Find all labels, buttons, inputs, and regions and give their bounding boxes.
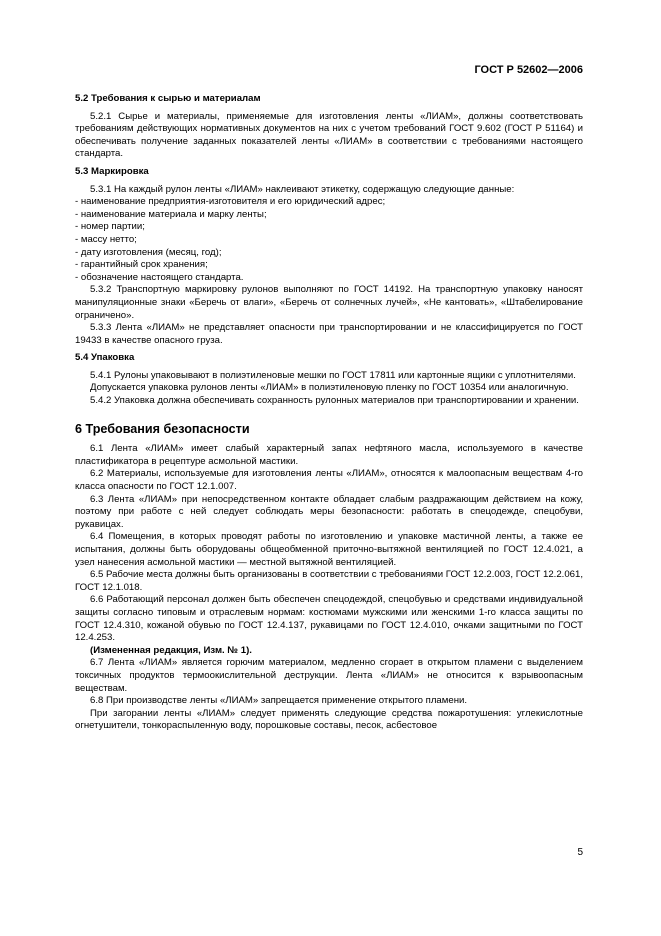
paragraph-6-7: 6.7 Лента «ЛИАМ» является горючим материалом, медленно сгорает в открытом пламени с выделением токсичных продуктов термоокислительной деструкции. Лента «ЛИАМ» не относится к взрывоопасным веществам.	[75, 657, 583, 694]
amendment-note: (Измененная редакция, Изм. № 1).	[90, 644, 252, 656]
paragraph-5-4-1: 5.4.1 Рулоны упаковывают в полиэтиленовые мешки по ГОСТ 17811 или картонные ящики с уплотнителями.	[90, 369, 576, 381]
paragraph-6-1: 6.1 Лента «ЛИАМ» имеет слабый характерный запах нефтяного масла, используемого в качестве пластификатора в рецептуре асмольной мастики.	[75, 443, 583, 467]
label-data-list	[75, 196, 583, 284]
list-item: - гарантийный срок хранения;	[75, 259, 208, 271]
document-body	[75, 93, 583, 733]
list-item: - обозначение настоящего стандарта.	[75, 271, 244, 283]
paragraph-6-4: 6.4 Помещения, в которых проводят работы по изготовлению и упаковке мастичной ленты, а также ее испытания, должны быть оборудованы общеобменной приточно-вытяжной вентиляцией по ГОСТ 12.4.021, а узел нанесения асмольной мастики — местной вытяжной вентиляцией.	[75, 531, 583, 568]
paragraph-5-3-3: 5.3.3 Лента «ЛИАМ» не представляет опасности при транспортировании и не классифицируется по ГОСТ 19433 в качестве опасного груза.	[75, 322, 583, 346]
paragraph-5-2-1: 5.2.1 Сырье и материалы, применяемые для изготовления ленты «ЛИАМ», должны соответствовать требованиям действующих нормативных документов на них с учетом требований ГОСТ 9.602 (ГОСТ Р 51164) и обеспечивать получение заданных показателей ленты «ЛИАМ» в соответствии с требованиями настоящего стандарта.	[75, 110, 583, 160]
section-5-3-title: 5.3 Маркировка	[75, 165, 149, 177]
paragraph-5-3-2: 5.3.2 Транспортную маркировку рулонов выполняют по ГОСТ 14192. На транспортную упаковку наносят манипуляционные знаки «Беречь от влаги», «Беречь от солнечных лучей», «Не кантовать», «Штабелирование ограничено».	[75, 284, 583, 321]
paragraph-6-5: 6.5 Рабочие места должны быть организованы в соответствии с требованиями ГОСТ 12.2.003, ГОСТ 12.2.061, ГОСТ 12.1.018.	[75, 569, 583, 593]
list-item: - наименование материала и марку ленты;	[75, 208, 267, 220]
paragraph-6-8-cont: При загорании ленты «ЛИАМ» следует применять следующие средства пожаротушения: углекислотные огнетушители, тонкораспыленную воду, порошковые составы, песок, асбестовое	[75, 707, 583, 732]
list-item: - номер партии;	[75, 221, 145, 233]
paragraph-6-8: 6.8 При производстве ленты «ЛИАМ» запрещается применение открытого пламени.	[90, 695, 468, 707]
section-5-4-title: 5.4 Упаковка	[75, 352, 135, 364]
section-6-title: 6 Требования безопасности	[75, 421, 250, 436]
paragraph-6-2: 6.2 Материалы, используемые для изготовления ленты «ЛИАМ», относятся к малоопасным веществам 4-го класса опасности по ГОСТ 12.1.007.	[75, 468, 583, 493]
list-item: - массу нетто;	[75, 233, 137, 245]
paragraph-5-3-1: 5.3.1 На каждый рулон ленты «ЛИАМ» наклеивают этикетку, содержащую следующие данные:	[90, 183, 515, 195]
list-item: - наименование предприятия-изготовителя и его юридический адрес;	[75, 196, 386, 208]
paragraph-5-4-2: 5.4.2 Упаковка должна обеспечивать сохранность рулонных материалов при транспортировании и хранении.	[90, 395, 579, 407]
paragraph-5-4-1-cont: Допускается упаковка рулонов ленты «ЛИАМ» в полиэтиленовую пленку по ГОСТ 10354 или аналогичную.	[90, 382, 569, 394]
paragraph-6-6: 6.6 Работающий персонал должен быть обеспечен спецодеждой, спецобувью и средствами индивидуальной защиты согласно типовым и отраслевым нормам: костюмами мужскими или женскими 1-го класса защиты по ГОСТ 12.4.310, кожаной обувью по ГОСТ 12.4.137, рукавицами по ГОСТ 12.4.010, очками защитными по ГОСТ 12.4.253.	[75, 594, 583, 644]
list-item: - дату изготовления (месяц, год);	[75, 246, 222, 258]
paragraph-6-3: 6.3 Лента «ЛИАМ» при непосредственном контакте обладает слабым раздражающим действием на кожу, поэтому при работе с ней следует соблюдать меры безопасности: работать в спецодежде, спецобуви, рукавицах.	[75, 493, 583, 530]
document-code: ГОСТ Р 52602—2006	[474, 64, 583, 76]
section-5-2-title: 5.2 Требования к сырью и материалам	[75, 93, 261, 104]
page-number: 5	[577, 847, 583, 858]
